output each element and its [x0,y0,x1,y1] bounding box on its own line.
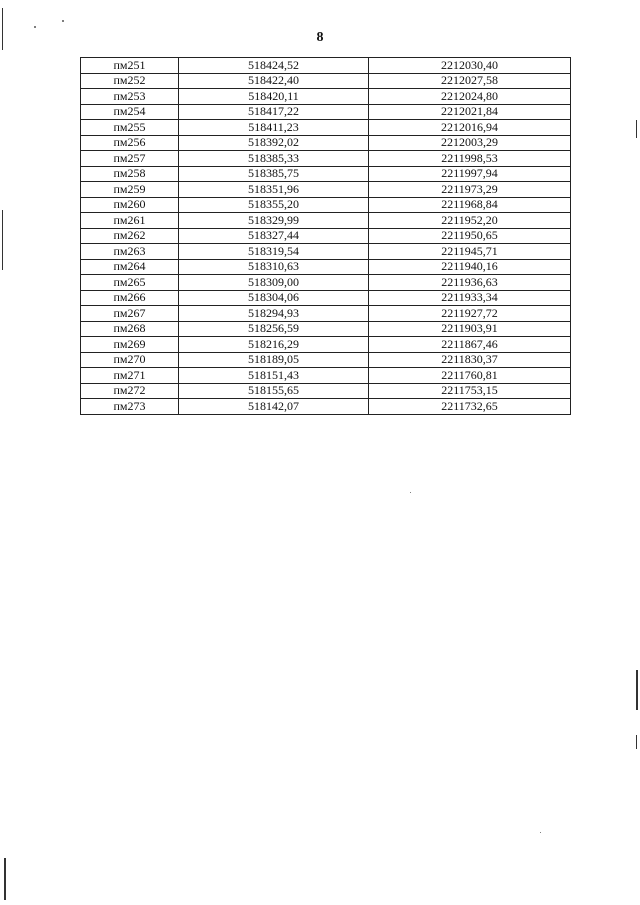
scan-edge-mark-right-mid [636,670,638,710]
point-id-cell: пм257 [81,151,179,167]
table-row [81,259,571,275]
y-coordinate-cell: 2211732,65 [369,399,571,415]
x-coordinate-cell: 518385,33 [179,151,369,167]
y-coordinate-cell: 2212003,29 [369,135,571,151]
x-coordinate-cell: 518355,20 [179,197,369,213]
table-row [81,290,571,306]
y-coordinate-cell: 2212016,94 [369,120,571,136]
x-coordinate-cell: 518385,75 [179,166,369,182]
table-row [81,399,571,415]
table-row [81,104,571,120]
point-id-cell: пм253 [81,89,179,105]
point-id-cell: пм251 [81,58,179,74]
scan-edge-mark-left-bottom [4,858,6,900]
point-id-cell: пм265 [81,275,179,291]
point-id-cell: пм271 [81,368,179,384]
table-row [81,89,571,105]
point-id-cell: пм255 [81,120,179,136]
y-coordinate-cell: 2211998,53 [369,151,571,167]
coordinates-table-body [81,58,571,415]
table-row [81,352,571,368]
x-coordinate-cell: 518151,43 [179,368,369,384]
y-coordinate-cell: 2212030,40 [369,58,571,74]
table-row [81,135,571,151]
y-coordinate-cell: 2211973,29 [369,182,571,198]
y-coordinate-cell: 2211830,37 [369,352,571,368]
x-coordinate-cell: 518310,63 [179,259,369,275]
x-coordinate-cell: 518189,05 [179,352,369,368]
point-id-cell: пм263 [81,244,179,260]
x-coordinate-cell: 518142,07 [179,399,369,415]
point-id-cell: пм272 [81,383,179,399]
y-coordinate-cell: 2211950,65 [369,228,571,244]
x-coordinate-cell: 518294,93 [179,306,369,322]
y-coordinate-cell: 2211927,72 [369,306,571,322]
y-coordinate-cell: 2211940,16 [369,259,571,275]
x-coordinate-cell: 518329,99 [179,213,369,229]
coordinates-table [80,57,571,415]
scan-dot [62,20,64,22]
point-id-cell: пм254 [81,104,179,120]
scan-dot [410,492,411,493]
y-coordinate-cell: 2211933,34 [369,290,571,306]
table-row [81,275,571,291]
point-id-cell: пм260 [81,197,179,213]
point-id-cell: пм252 [81,73,179,89]
x-coordinate-cell: 518422,40 [179,73,369,89]
scan-edge-mark-left-mid [2,210,3,270]
point-id-cell: пм258 [81,166,179,182]
table-row [81,228,571,244]
table-row [81,120,571,136]
x-coordinate-cell: 518411,23 [179,120,369,136]
scan-edge-mark-right-lower [636,735,637,749]
table-row [81,213,571,229]
table-row [81,337,571,353]
point-id-cell: пм264 [81,259,179,275]
x-coordinate-cell: 518304,06 [179,290,369,306]
point-id-cell: пм270 [81,352,179,368]
point-id-cell: пм268 [81,321,179,337]
table-row [81,244,571,260]
table-row [81,197,571,213]
point-id-cell: пм269 [81,337,179,353]
y-coordinate-cell: 2211952,20 [369,213,571,229]
x-coordinate-cell: 518417,22 [179,104,369,120]
table-row [81,321,571,337]
y-coordinate-cell: 2211936,63 [369,275,571,291]
y-coordinate-cell: 2212021,84 [369,104,571,120]
table-row [81,73,571,89]
y-coordinate-cell: 2211753,15 [369,383,571,399]
y-coordinate-cell: 2211903,91 [369,321,571,337]
table-row [81,166,571,182]
y-coordinate-cell: 2212027,58 [369,73,571,89]
table-row [81,368,571,384]
x-coordinate-cell: 518319,54 [179,244,369,260]
scan-dot [34,26,36,28]
x-coordinate-cell: 518424,52 [179,58,369,74]
x-coordinate-cell: 518216,29 [179,337,369,353]
page-number: 8 [316,30,324,45]
point-id-cell: пм273 [81,399,179,415]
table-row [81,306,571,322]
x-coordinate-cell: 518309,00 [179,275,369,291]
y-coordinate-cell: 2211867,46 [369,337,571,353]
point-id-cell: пм266 [81,290,179,306]
table-row [81,151,571,167]
x-coordinate-cell: 518155,65 [179,383,369,399]
y-coordinate-cell: 2212024,80 [369,89,571,105]
y-coordinate-cell: 2211760,81 [369,368,571,384]
point-id-cell: пм267 [81,306,179,322]
y-coordinate-cell: 2211945,71 [369,244,571,260]
table-row [81,58,571,74]
table-row [81,182,571,198]
x-coordinate-cell: 518256,59 [179,321,369,337]
x-coordinate-cell: 518351,96 [179,182,369,198]
scan-edge-mark-left-top [2,8,3,50]
y-coordinate-cell: 2211968,84 [369,197,571,213]
point-id-cell: пм262 [81,228,179,244]
point-id-cell: пм261 [81,213,179,229]
scan-dot [540,832,541,833]
x-coordinate-cell: 518392,02 [179,135,369,151]
table-row [81,383,571,399]
y-coordinate-cell: 2211997,94 [369,166,571,182]
x-coordinate-cell: 518420,11 [179,89,369,105]
scan-edge-mark-right-top [636,120,637,138]
point-id-cell: пм256 [81,135,179,151]
x-coordinate-cell: 518327,44 [179,228,369,244]
point-id-cell: пм259 [81,182,179,198]
